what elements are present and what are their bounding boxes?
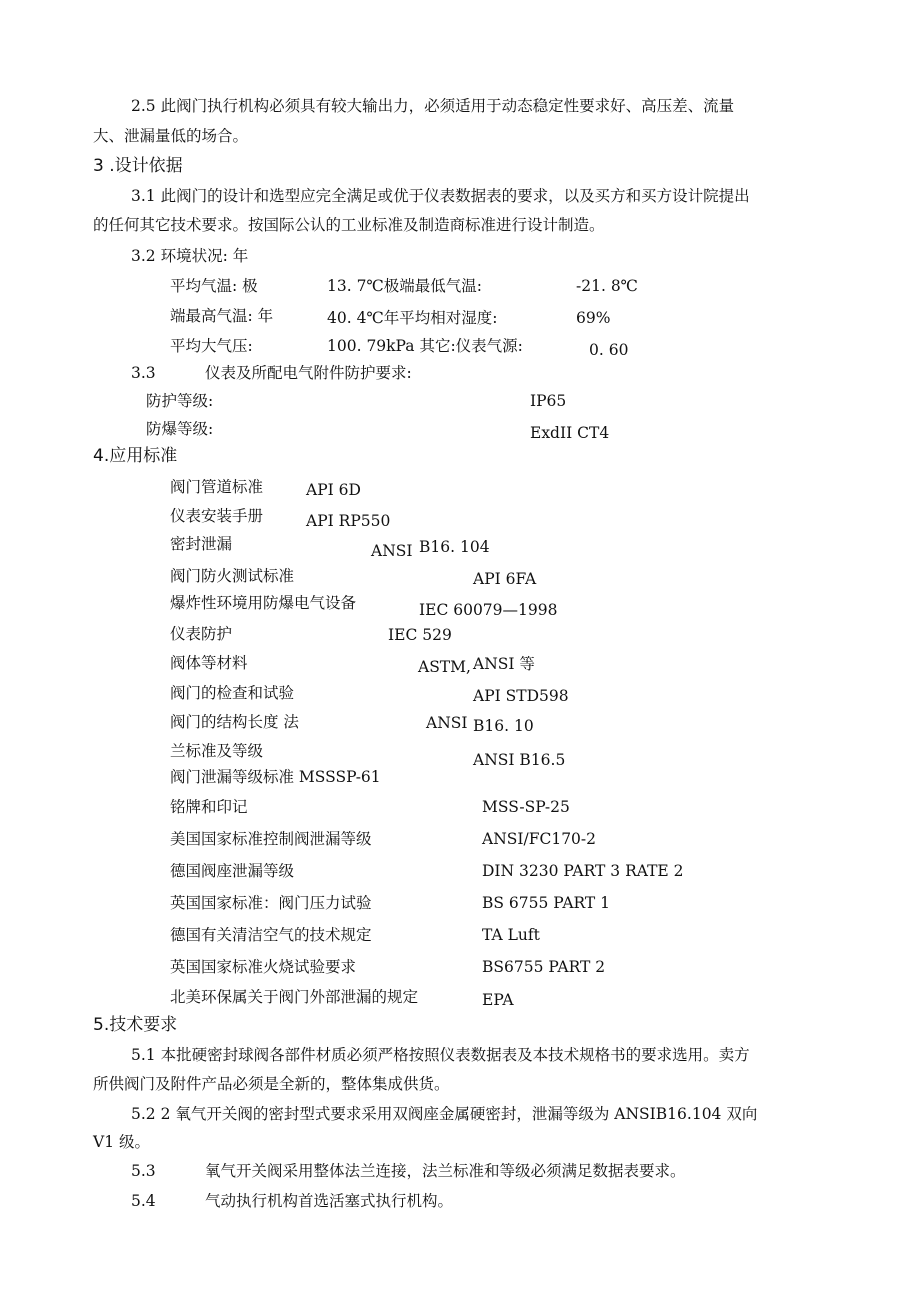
para-5-1-line2: 所供阀门及附件产品必须是全新的，整体集成供货。: [93, 1075, 450, 1093]
std-value: MSS-SP-25: [482, 798, 570, 816]
std-value: ANSI/FC170-2: [482, 830, 597, 848]
std-label: 兰标准及等级: [170, 742, 264, 760]
std-label: 阀门防火测试标准: [170, 567, 295, 585]
std-value: ANSI: [426, 714, 468, 732]
std-label: 爆炸性环境用防爆电气设备: [170, 594, 357, 612]
std-value: ANSI 等: [473, 655, 535, 673]
std-label: 英国国家标准：阀门压力试验: [170, 894, 372, 912]
std-label: 阀门管道标准: [170, 478, 264, 496]
std-value: DIN 3230 PART 3 RATE 2: [482, 862, 684, 880]
section-5-heading: 5.技术要求: [93, 1015, 178, 1035]
std-value: API RP550: [306, 512, 391, 530]
std-value: API 6D: [306, 481, 361, 499]
env-row1-right: -21. 8℃: [576, 277, 639, 295]
std-value: B16. 10: [473, 717, 534, 735]
para-5-4-text: 气动执行机构首选活塞式执行机构。: [205, 1192, 454, 1210]
para-5-4-num: 5.4: [131, 1192, 156, 1210]
std-label: 英国国家标准火烧试验要求: [170, 958, 357, 976]
env-row3-label: 平均大气压:: [170, 337, 253, 355]
std-label: 密封泄漏: [170, 535, 233, 553]
section-3-heading: 3 .设计依据: [93, 156, 183, 176]
env-row2-right: 69%: [576, 309, 611, 327]
std-value: IEC 529: [388, 626, 452, 644]
std-value: ANSI B16.5: [473, 751, 566, 769]
para-5-3-num: 5.3: [131, 1162, 156, 1180]
std-value: ASTM,: [418, 658, 471, 676]
std-label: 铭牌和印记: [170, 798, 248, 816]
std-value: ANSI: [371, 542, 413, 560]
std-value: BS 6755 PART 1: [482, 894, 611, 912]
env-row1-label: 平均气温: 极: [170, 277, 258, 295]
para-2-5-line2: 大、泄漏量低的场合。: [93, 127, 249, 145]
std-label: 阀门的检查和试验: [170, 684, 295, 702]
std-label: 德国有关清洁空气的技术规定: [170, 926, 372, 944]
explosion-value: ExdII CT4: [530, 424, 610, 442]
protect-value: IP65: [530, 392, 567, 410]
para-5-2-line2: V1 级。: [93, 1133, 150, 1151]
std-value: BS6755 PART 2: [482, 958, 606, 976]
std-label: 仪表安装手册: [170, 507, 264, 525]
env-row3-value: 100. 79kPa 其它:仪表气源:: [327, 337, 523, 355]
env-row1-value: 13. 7℃极端最低气温:: [327, 277, 483, 295]
std-label: 阀体等材料: [170, 654, 248, 672]
std-value: EPA: [482, 991, 514, 1009]
para-3-3-text: 仪表及所配电气附件防护要求:: [205, 364, 412, 382]
section-4-heading: 4.应用标准: [93, 446, 178, 466]
std-label: 美国国家标准控制阀泄漏等级: [170, 830, 372, 848]
para-3-3-num: 3.3: [131, 364, 156, 382]
para-3-1-line2: 的任何其它技术要求。按国际公认的工业标准及制造商标准进行设计制造。: [93, 216, 605, 234]
std-label: 阀门的结构长度 法: [170, 713, 299, 731]
std-label: 仪表防护: [170, 625, 233, 643]
protect-label: 防护等级:: [146, 392, 214, 410]
para-5-3-text: 氧气开关阀采用整体法兰连接，法兰标准和等级必须满足数据表要求。: [205, 1162, 686, 1180]
para-3-1-line1: 3.1 此阀门的设计和选型应完全满足或优于仪表数据表的要求，以及买方和买方设计院提出: [131, 187, 750, 205]
para-5-1-line1: 5.1 本批硬密封球阀各部件材质必须严格按照仪表数据表及本技术规格书的要求选用。卖方: [131, 1046, 750, 1064]
env-row2-value: 40. 4℃年平均相对湿度:: [327, 309, 498, 327]
std-label: 德国阀座泄漏等级: [170, 862, 295, 880]
std-value: API 6FA: [473, 570, 537, 588]
std-value: API STD598: [473, 687, 569, 705]
std-label: 北美环保属关于阀门外部泄漏的规定: [170, 988, 419, 1006]
explosion-label: 防爆等级:: [146, 420, 214, 438]
para-5-2-line1: 5.2 2 氧气开关阀的密封型式要求采用双阀座金属硬密封，泄漏等级为 ANSIB16.104 双向: [131, 1105, 758, 1123]
std-value: TA Luft: [482, 926, 540, 944]
std-label: 阀门泄漏等级标准 MSSSP-61: [170, 768, 381, 786]
env-row2-label: 端最高气温: 年: [170, 307, 274, 325]
std-value: B16. 104: [419, 538, 490, 556]
std-value: IEC 60079—1998: [419, 601, 558, 619]
para-3-2-title: 3.2 环境状况: 年: [131, 247, 249, 265]
env-row3-right: 0. 60: [589, 341, 629, 359]
para-2-5-line1: 2.5 此阀门执行机构必须具有较大输出力，必须适用于动态稳定性要求好、高压差、流量: [131, 97, 735, 115]
